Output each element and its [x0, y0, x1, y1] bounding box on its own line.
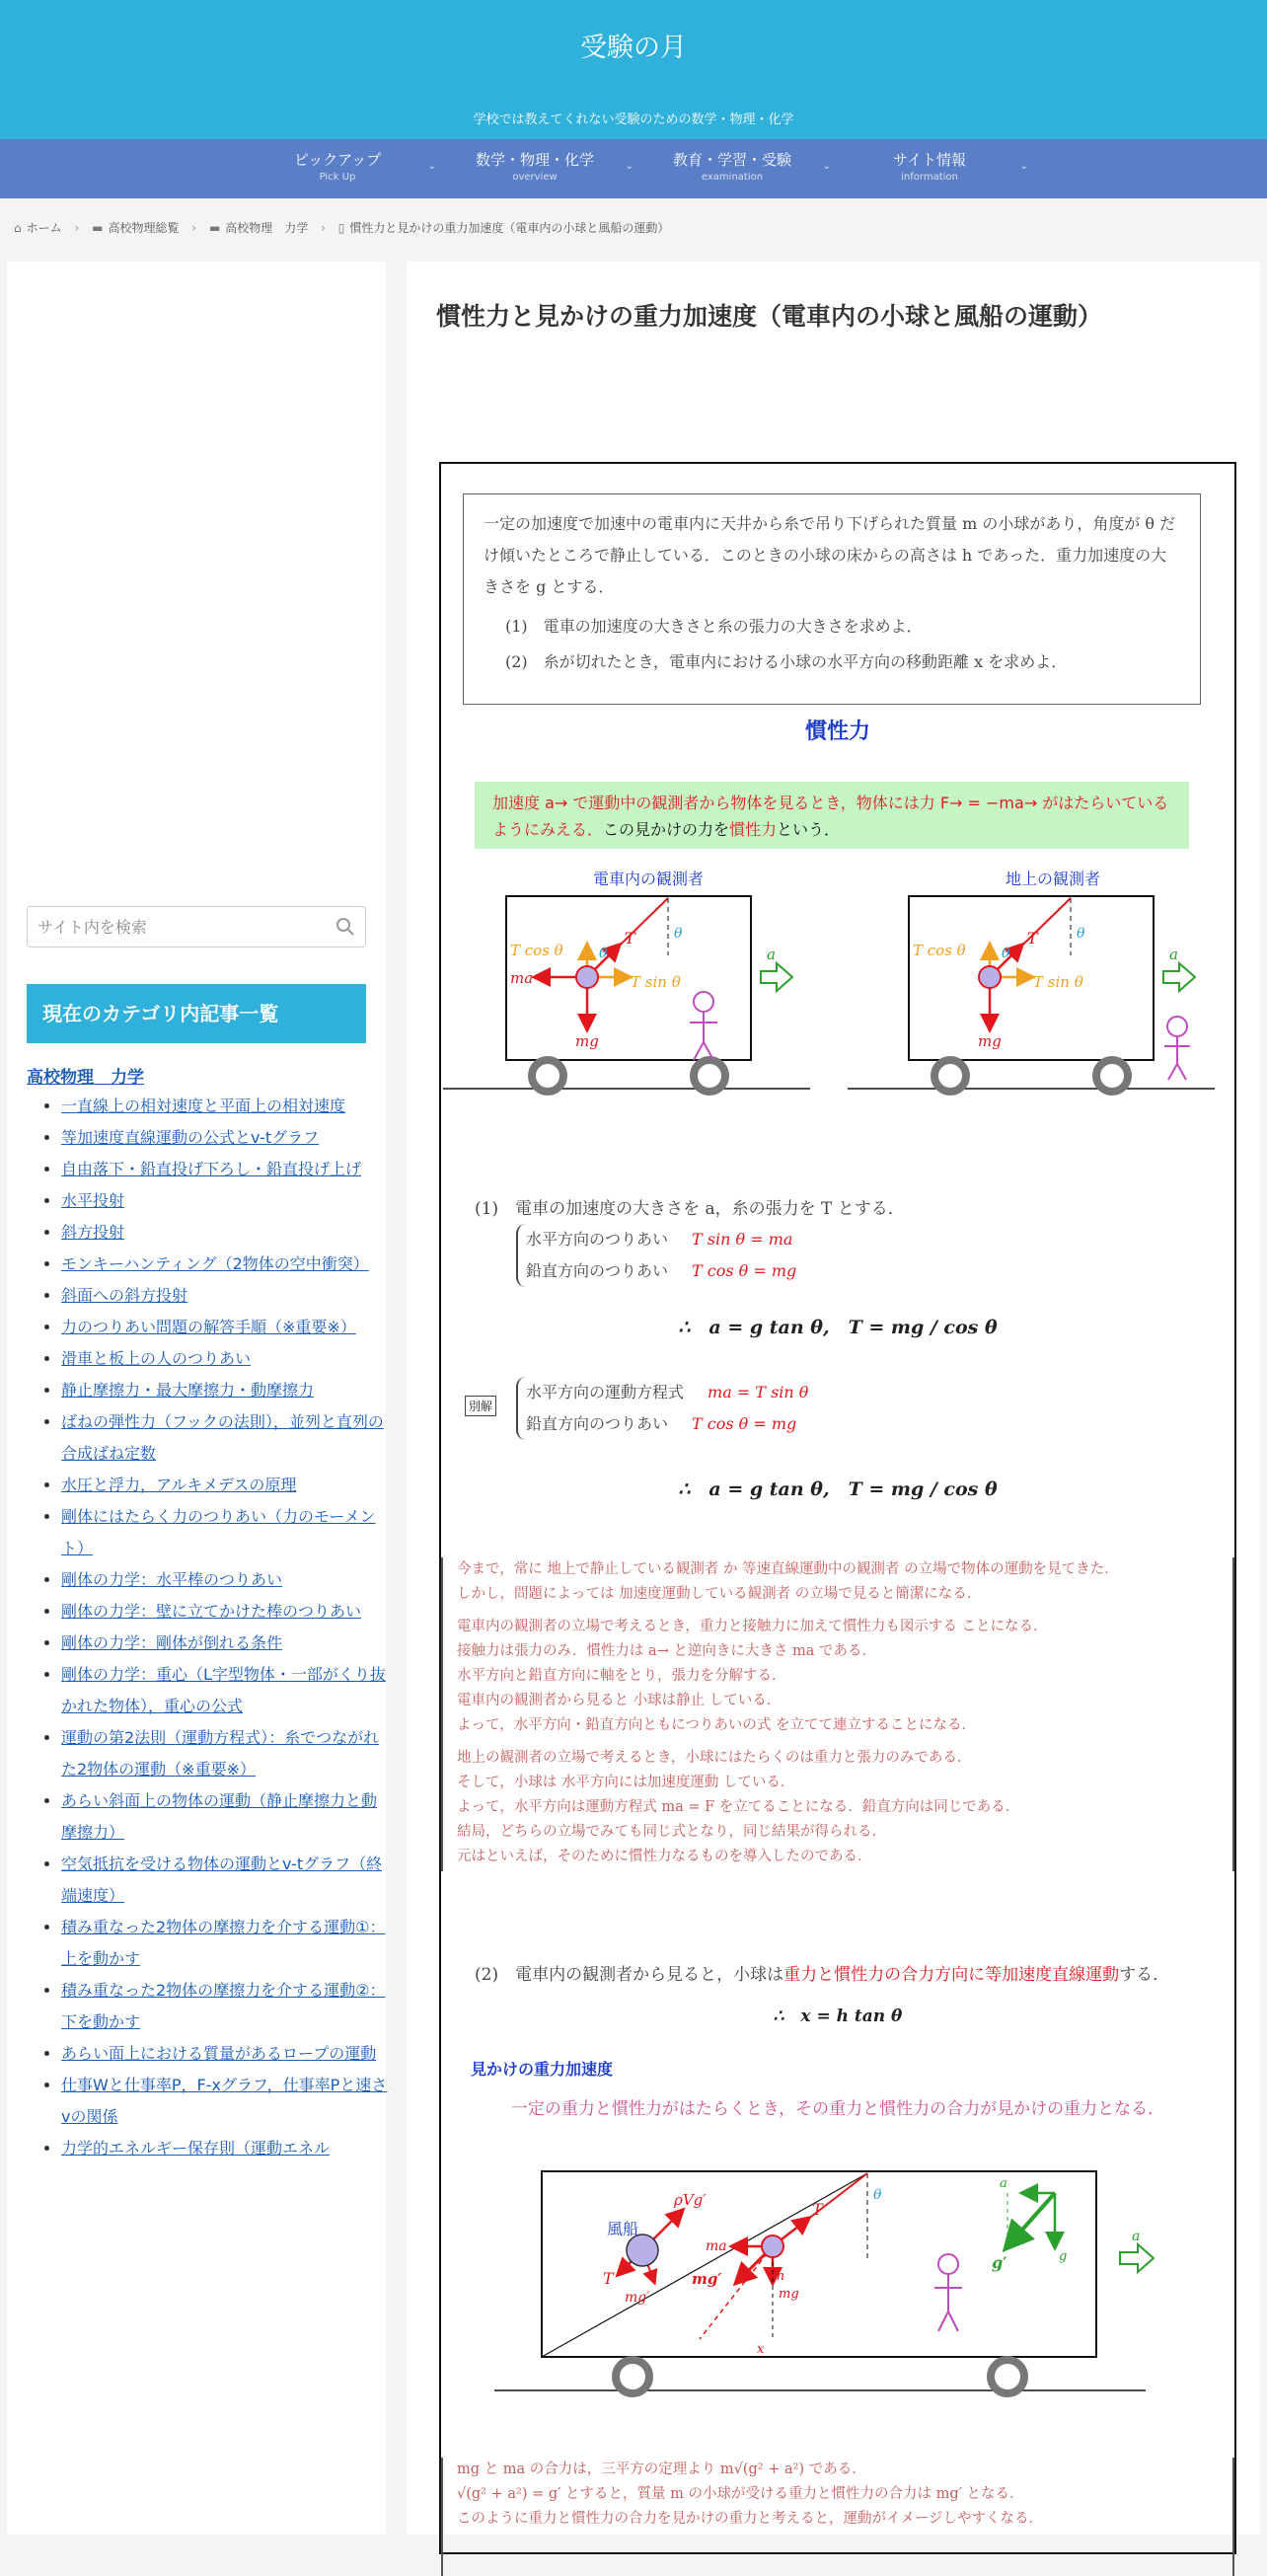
nav-sublabel: examination — [701, 172, 764, 183]
document-icon: ▯ — [337, 221, 345, 235]
home-icon: ⌂ — [14, 221, 22, 235]
nav-label: 教育・学習・受験 — [672, 151, 791, 169]
category-article-link[interactable]: 斜方投射 — [61, 1223, 125, 1242]
observer-diagram — [441, 867, 1234, 1113]
note2-line: 電車内の観測者から見ると 小球は静止 している． — [457, 1693, 782, 1708]
diagram-label-ground: 地上の観測者 — [1005, 870, 1100, 888]
category-article-item — [61, 1091, 392, 1122]
label-T-left: T — [625, 929, 635, 947]
note1-line: しかし，問題によっては 加速度運動している観測者 の立場で見ると簡潔になる． — [457, 1586, 982, 1602]
category-box-title: 現在のカテゴリ内記事一覧 — [27, 984, 366, 1043]
breadcrumb-current: 慣性力と見かけの重力加速度（電車内の小球と風船の運動） — [349, 221, 670, 235]
category-article-item — [61, 1628, 392, 1659]
category-article-link[interactable]: 滑車と板上の人のつりあい — [61, 1349, 252, 1368]
label-theta-left: θ — [599, 946, 608, 961]
section-title: 慣性力 — [804, 720, 870, 744]
category-article-link[interactable]: あらい斜面上の物体の運動（静止摩擦力と動摩擦力） — [61, 1791, 378, 1842]
category-article-link[interactable]: 剛体の力学：壁に立てかけた棒のつりあい — [61, 1602, 362, 1621]
category-article-item — [61, 1343, 392, 1375]
category-article-item — [61, 1975, 392, 2038]
category-article-link[interactable]: 等加速度直線運動の公式とv-tグラフ — [61, 1128, 320, 1147]
part1-intro: (1) 電車の加速度の大きさを a，糸の張力を T とする． — [475, 1199, 905, 1219]
label-a-left: a — [767, 946, 776, 963]
label-mg-right: mg — [978, 1032, 1002, 1050]
label-x: x — [757, 2342, 765, 2357]
apparent-gravity-title: 見かけの重力加速度 — [471, 2060, 614, 2079]
nav-label: サイト情報 — [893, 151, 966, 169]
alt-row1-eq: ma = T sin θ — [708, 1383, 809, 1402]
apparent-gravity-text: 一定の重力と慣性力がはたらくとき，その重力と慣性力の合力が見かけの重力となる． — [510, 2099, 1165, 2119]
category-article-link[interactable]: 空気抵抗を受ける物体の運動とv-tグラフ（終端速度） — [61, 1855, 383, 1905]
note4-line: √(g² + a²) = g′ とすると，質量 m の小球が受ける重力と慣性力の合力は mg′ となる． — [457, 2486, 1024, 2502]
folder-icon: ▬ — [208, 221, 221, 235]
definition-box — [475, 782, 1189, 849]
label-h: h — [777, 2269, 785, 2284]
category-article-link[interactable]: 一直線上の相対速度と平面上の相対速度 — [61, 1097, 346, 1115]
problem-box — [463, 493, 1201, 705]
global-nav — [0, 139, 1267, 198]
train-right — [848, 896, 1215, 1092]
problem-question-1: (1) 電車の加速度の大きさと糸の張力の大きさを求めよ． — [505, 617, 923, 636]
note2-line: 電車内の観測者の立場で考えるとき，重力と接触力に加えて慣性力も図示する ことになる． — [457, 1619, 1048, 1634]
problem-question-2: (2) 糸が切れたとき，電車内における小球の水平方向の移動距離 x を求めよ． — [505, 652, 1068, 671]
category-article-item — [61, 2038, 392, 2070]
sidebar — [7, 262, 386, 2535]
breadcrumb — [14, 219, 669, 236]
category-article-item — [61, 1722, 392, 1785]
search-icon[interactable] — [335, 917, 355, 937]
category-article-item — [61, 1154, 392, 1185]
category-article-link[interactable]: 積み重なった2物体の摩擦力を介する運動②：下を動かす — [61, 1981, 386, 2031]
note4-line: このように重力と慣性力の合力を見かけの重力と考えると，運動がイメージしやすくなる． — [457, 2511, 1044, 2527]
note3-line: そして，小球は 水平方向には加速度運動 している． — [457, 1775, 795, 1790]
part1-row1-eq: T sin θ = ma — [692, 1230, 793, 1249]
label-T-balloon: T — [603, 2269, 614, 2288]
definition-red: 加速度 a→ で運動中の観測者から物体を見るとき，物体には力 F→ = −ma→ がはたらいているようにみえる． — [492, 794, 1169, 839]
label-T-ball: T — [812, 2200, 823, 2219]
alt-row1-label: 水平方向の運動方程式 — [526, 1383, 685, 1402]
chevron-down-icon: ⌄ — [1019, 161, 1028, 172]
category-article-item — [61, 1596, 392, 1628]
definition-term: 慣性力 — [729, 820, 778, 839]
part1-result: ∴ a = g tan θ, T = mg / cos θ — [678, 1317, 998, 1338]
article-body — [439, 462, 1236, 2554]
nav-sublabel: Pick Up — [319, 172, 356, 183]
category-article-link[interactable]: 静止摩擦力・最大摩擦力・動摩擦力 — [61, 1381, 315, 1400]
note3-line: 結局，どちらの立場でみても同じ式となり，同じ結果が得られる． — [457, 1824, 886, 1840]
category-article-link[interactable]: 水圧と浮力，アルキメデスの原理 — [61, 1476, 297, 1494]
category-article-item — [61, 1249, 392, 1280]
nav-sublabel: information — [901, 172, 958, 183]
nav-sublabel: overview — [512, 172, 558, 183]
nav-item-pickup[interactable] — [239, 149, 436, 183]
category-article-item — [61, 1564, 392, 1596]
part1-row2-label: 鉛直方向のつりあい — [526, 1261, 669, 1280]
label-mg-left: mg — [575, 1032, 599, 1050]
note3-line: 地上の観測者の立場で考えるとき，小球にはたらくのは重力と張力のみである． — [457, 1750, 972, 1766]
category-article-link[interactable]: 斜面への斜方投射 — [61, 1286, 188, 1305]
category-article-link[interactable]: 剛体の力学：水平棒のつりあい — [61, 1570, 283, 1589]
category-article-item — [61, 1659, 392, 1722]
note4-line: mg と ma の合力は，三平方の定理より m√(g² + a²) である． — [457, 2462, 866, 2477]
breadcrumb-home[interactable]: ホーム — [26, 221, 62, 235]
category-article-item — [61, 1312, 392, 1343]
category-article-item — [61, 1375, 392, 1406]
nav-item-information[interactable] — [831, 149, 1028, 183]
nav-label: 数学・物理・化学 — [475, 151, 594, 169]
label-mgp-ball: mg′ — [692, 2270, 722, 2288]
category-article-item — [61, 1849, 392, 1912]
breadcrumb-subcategory[interactable]: 高校物理 力学 — [225, 221, 309, 235]
note-box-1 — [441, 1557, 1234, 1871]
label-theta-left-2: θ — [674, 926, 683, 942]
label-a-arrow-2: a — [1132, 2229, 1141, 2244]
label-T-right: T — [1027, 929, 1038, 947]
chevron-down-icon: ⌄ — [625, 161, 634, 172]
train-left — [443, 896, 810, 1092]
label-ma-ball: ma — [706, 2238, 727, 2254]
category-heading-link[interactable]: 高校物理 力学 — [27, 1068, 144, 1088]
definition-text-end: という． — [777, 820, 841, 839]
apparent-gravity-diagram — [441, 2154, 1234, 2410]
label-a-2: a — [1000, 2176, 1007, 2191]
part2-intro — [475, 1960, 1169, 1985]
category-article-link[interactable]: 仕事Wと仕事率P，F-xグラフ，仕事率Pと速さvの関係 — [61, 2076, 388, 2126]
category-article-item — [61, 1185, 392, 1217]
category-article-link[interactable]: 水平投射 — [61, 1191, 125, 1210]
diagram-label-train: 電車内の観測者 — [592, 870, 704, 888]
label-theta-2: θ — [873, 2187, 882, 2203]
label-balloon: 風船 — [607, 2220, 639, 2238]
folder-icon: ▬ — [92, 221, 104, 235]
chevron-down-icon: ⌄ — [822, 161, 831, 172]
part1-row1-label: 水平方向のつりあい — [526, 1230, 669, 1249]
label-ma-left: ma — [510, 969, 534, 987]
note-box-2 — [441, 2458, 1234, 2576]
label-Tsin-left: T sin θ — [631, 973, 681, 991]
note3-line: よって，水平方向は運動方程式 ma = F を立てることになる．鉛直方向は同じである． — [457, 1799, 1020, 1815]
label-theta-right: θ — [1002, 946, 1010, 961]
label-Tcos-left: T cos θ — [510, 942, 563, 959]
search-input[interactable] — [28, 907, 316, 947]
alt-row2-label: 鉛直方向のつりあい — [526, 1414, 669, 1433]
chevron-right-icon: › — [74, 221, 80, 235]
part2-intro-red: 重力と慣性力の合力方向に等加速度直線運動 — [783, 1965, 1120, 1985]
category-article-link[interactable]: 剛体の力学：剛体が倒れる条件 — [61, 1633, 283, 1652]
note2-line: 水平方向と鉛直方向に軸をとり，張力を分解する． — [457, 1668, 786, 1684]
category-article-link[interactable]: 剛体にはたらく力のつりあい（力のモーメント） — [61, 1507, 376, 1557]
category-article-item — [61, 1912, 392, 1975]
site-header — [0, 0, 1267, 139]
category-article-link[interactable]: 自由落下・鉛直投げ下ろし・鉛直投げ上げ — [61, 1160, 362, 1178]
post-title: 慣性力と見かけの重力加速度（電車内の小球と風船の運動） — [436, 302, 1103, 331]
part2-result: ∴ x = h tan θ — [773, 2007, 903, 2026]
label-mgp-balloon: mg′ — [625, 2290, 650, 2306]
alt-result: ∴ a = g tan θ, T = mg / cos θ — [678, 1478, 998, 1500]
note3-line: 元はといえば，そのために慣性力なるものを導入したのである． — [457, 1849, 872, 1864]
alt-row2-eq: T cos θ = mg — [692, 1414, 797, 1433]
category-article-item — [61, 1122, 392, 1154]
category-article-link[interactable]: 力学的エネルギー保存則（運動エネル — [61, 2139, 331, 2158]
category-article-list — [39, 1091, 392, 2164]
site-tagline: 学校では教えてくれない受験のための数学・物理・化学 — [473, 113, 794, 127]
note1-line: 今まで，常に 地上で静止している観測者 か 等速直線運動中の観測者 の立場で物体の運動を見てきた． — [457, 1561, 1119, 1577]
alt-badge: 別解 — [465, 1396, 496, 1416]
category-article-item — [61, 2133, 392, 2164]
note2-line: 接触力は張力のみ．慣性力は a→ と逆向きに大きさ ma である． — [457, 1643, 876, 1659]
site-title[interactable]: 受験の月 — [580, 33, 687, 63]
category-article-link[interactable]: 力のつりあい問題の解答手順（※重要※） — [61, 1318, 356, 1336]
category-article-item — [61, 1217, 392, 1249]
category-article-item — [61, 1470, 392, 1501]
problem-text: 一定の加速度で加速中の電車内に天井から糸で吊り下げられた質量 m の小球があり，角度が θ だけ傾いたところで静止している．このときの小球の床からの高さは h であった．重力加速度の大きさを g とする． — [484, 514, 1176, 596]
note2-line: よって，水平方向・鉛直方向ともにつりあいの式 を立てて連立することになる． — [457, 1717, 977, 1733]
label-a-right: a — [1169, 946, 1178, 963]
category-article-link[interactable]: 運動の第2法則（運動方程式）：糸でつながれた2物体の運動（※重要※） — [61, 1728, 380, 1779]
nav-item-overview[interactable] — [436, 149, 634, 183]
label-g-2: g — [1059, 2249, 1068, 2264]
nav-label: ピックアップ — [293, 151, 382, 169]
chevron-right-icon: › — [191, 221, 197, 235]
nav-item-examination[interactable] — [634, 149, 831, 183]
alt-badge-wrap — [465, 1396, 502, 1416]
part1-system — [516, 1224, 796, 1287]
definition-text: この見かけの力を — [603, 820, 730, 839]
alt-system — [516, 1377, 808, 1440]
breadcrumb-category[interactable]: 高校物理総覧 — [108, 221, 180, 235]
category-article-link[interactable]: 積み重なった2物体の摩擦力を介する運動①：上を動かす — [61, 1918, 386, 1968]
train-figure — [441, 867, 1234, 1113]
label-Tsin-right: T sin θ — [1033, 973, 1083, 991]
label-Tcos-right: T cos θ — [913, 942, 966, 959]
label-gp-2: g′ — [992, 2253, 1007, 2272]
category-article-link[interactable]: 剛体の力学：重心（L字型物体・一部がくり抜かれた物体），重心の公式 — [61, 1665, 386, 1715]
category-article-item — [61, 1501, 392, 1564]
part2-intro-end: する． — [1119, 1965, 1170, 1985]
main-content — [407, 262, 1260, 2535]
category-article-link[interactable]: ばねの弾性力（フックの法則），並列と直列の合成ばね定数 — [61, 1412, 384, 1463]
search-box — [27, 906, 366, 947]
label-mg-ball: mg — [779, 2287, 799, 2302]
category-article-item — [61, 1280, 392, 1312]
category-article-item — [61, 1785, 392, 1849]
chevron-down-icon: ⌄ — [427, 161, 436, 172]
part2-intro-text: (2) 電車内の観測者から見ると，小球は — [475, 1965, 784, 1985]
label-theta-right-2: θ — [1077, 926, 1085, 942]
part1-row2-eq: T cos θ = mg — [692, 1261, 797, 1280]
category-article-item — [61, 1406, 392, 1470]
category-article-link[interactable]: モンキーハンティング（2物体の空中衝突） — [61, 1254, 369, 1273]
category-article-item — [61, 2070, 392, 2133]
category-article-link[interactable]: あらい面上における質量があるロープの運動 — [61, 2044, 377, 2063]
chevron-right-icon: › — [321, 221, 326, 235]
label-rhoVg: ρVg′ — [674, 2191, 707, 2209]
